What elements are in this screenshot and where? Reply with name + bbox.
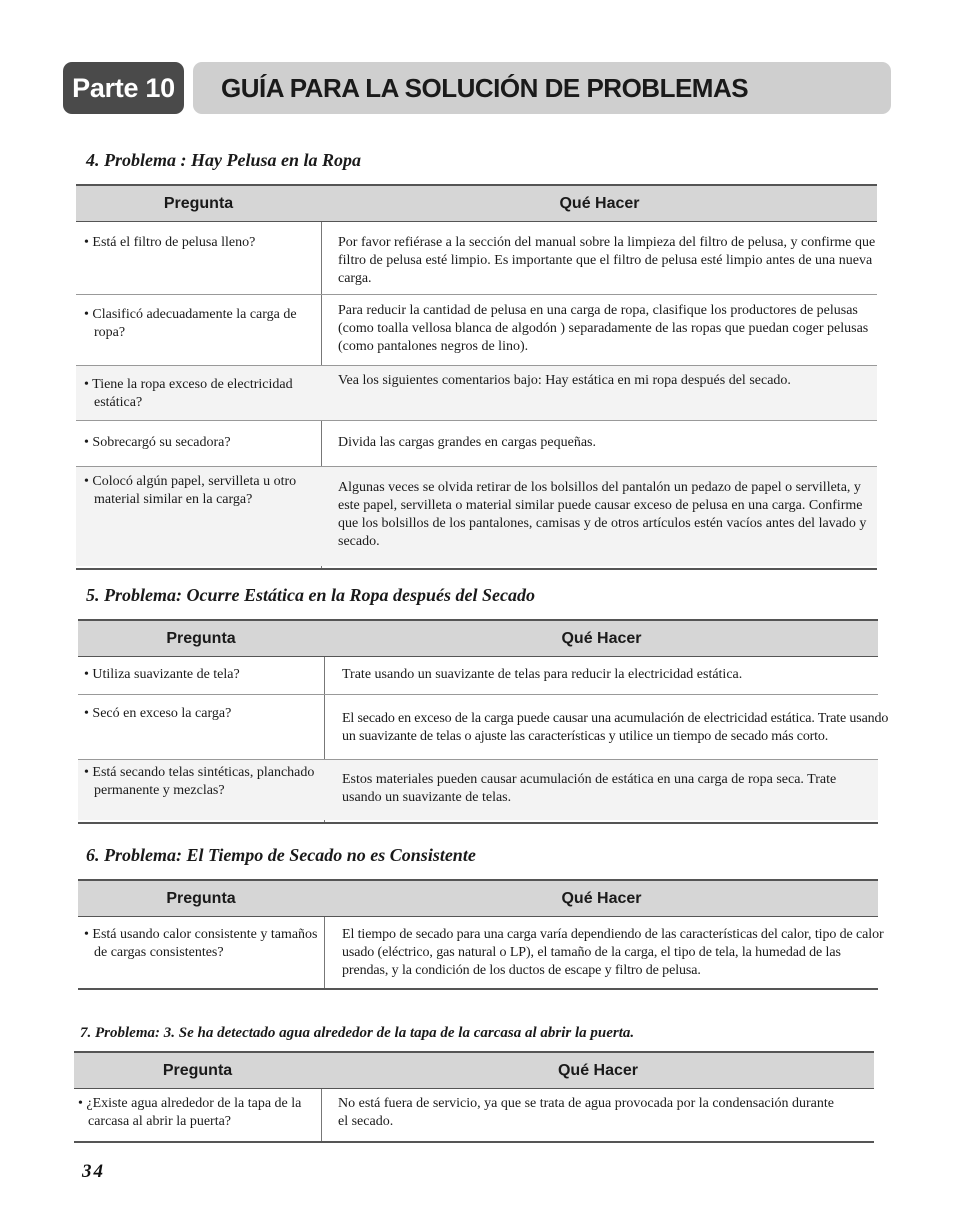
answer-cell: Trate usando un suavizante de telas para reducir la electricidad estática. [342, 667, 743, 682]
section-7-table [74, 1051, 874, 1143]
table-row [78, 695, 889, 760]
column-header-question: Pregunta [166, 889, 236, 907]
answer-cell: No está fuera de servicio, ya que se trata de agua provocada por la condensación durante el secado. [338, 1096, 835, 1129]
question-cell: • Tiene la ropa exceso de electricidad estática? [84, 377, 293, 410]
answer-cell: Vea los siguientes comentarios bajo: Hay estática en mi ropa después del secado. [338, 373, 791, 388]
section-6-heading: 6. Problema: El Tiempo de Secado no es Consistente [86, 845, 476, 865]
question-cell: • Utiliza suavizante de tela? [84, 667, 240, 682]
column-header-question: Pregunta [162, 1061, 233, 1079]
answer-cell: Por favor refiérase a la sección del manual sobre la limpieza del filtro de pelusa, y confirme que filtro de pelusa esté limpio. Es importante que el filtro de pelusa esté limpio antes de una nueva carga. [338, 235, 876, 286]
table-header-row [74, 1053, 874, 1089]
table-row [76, 467, 877, 566]
question-cell: • Secó en exceso la carga? [84, 706, 232, 721]
column-header-question: Pregunta [163, 194, 234, 212]
table-row [76, 295, 877, 366]
section-4-table [76, 184, 877, 570]
answer-cell: Divida las cargas grandes en cargas pequeñas. [338, 435, 596, 450]
answer-cell: Estos materiales pueden causar acumulación de estática en una carga de ropa seca. Trate usando un suavizante de telas. [342, 772, 837, 805]
question-cell: • Está secando telas sintéticas, planchado permanente y mezclas? [84, 765, 315, 798]
table-row [76, 366, 877, 421]
column-header-action: Qué Hacer [557, 1061, 639, 1079]
column-header-action: Qué Hacer [559, 194, 640, 212]
answer-cell: El secado en exceso de la carga puede causar una acumulación de electricidad estática. Trate usando un suavizante de telas o ajuste las características y utilice un tiempo de secado más corto. [342, 711, 889, 744]
table-row [78, 917, 884, 987]
answer-cell: El tiempo de secado para una carga varía dependiendo de las características del calor, tipo de calor usado (eléctrico, gas natural o LP), el tamaño de la carga, el tipo de tela, la humedad de las prendas, y la condición de los ductos de escape y filtro de pelusa. [342, 927, 884, 978]
table-row [78, 657, 878, 695]
table-row [76, 421, 877, 467]
question-cell: • Clasificó adecuadamente la carga de ropa? [84, 307, 297, 340]
question-cell: • Está usando calor consistente y tamaños de cargas consistentes? [84, 927, 318, 960]
page-number: 34 [82, 1161, 105, 1182]
question-cell: • ¿Existe agua alrededor de la tapa de la carcasa al abrir la puerta? [78, 1096, 302, 1129]
question-cell: • Sobrecargó su secadora? [84, 435, 231, 450]
answer-cell: Algunas veces se olvida retirar de los bolsillos del pantalón un pedazo de papel o servilleta, y este papel, servilleta o material similar puede causar exceso de pelusa en una carga. Confirme que los bolsillos de los pantalones, camisas y de otros artículos estén vacíos antes del lavado y secado. [338, 480, 867, 549]
table-header-row [78, 881, 878, 917]
section-5-heading: 5. Problema: Ocurre Estática en la Ropa después del Secado [86, 585, 535, 605]
section-4-heading: 4. Problema : Hay Pelusa en la Ropa [86, 150, 361, 170]
part-badge: Parte 10 [63, 62, 184, 114]
question-cell: • Colocó algún papel, servilleta u otro material similar en la carga? [84, 474, 297, 507]
table-header-row [76, 186, 877, 222]
header-title-box [193, 62, 891, 114]
question-cell: • Está el filtro de pelusa lleno? [84, 235, 256, 250]
table-row [78, 760, 878, 820]
column-header-question: Pregunta [166, 629, 236, 647]
table-header-row [78, 621, 878, 657]
table-row [76, 222, 877, 295]
section-7-heading: 7. Problema: 3. Se ha detectado agua alrededor de la tapa de la carcasa al abrir la puerta. [80, 1025, 635, 1041]
column-header-action: Qué Hacer [561, 889, 642, 907]
section-6-table [78, 879, 884, 990]
answer-cell: Para reducir la cantidad de pelusa en una carga de ropa, clasifique los productores de pelusas (como toalla vellosa blanca de algodón ) separadamente de las ropas que puedan coger pelusas (como pantalones negros de lino). [338, 303, 869, 354]
section-5-table [78, 619, 889, 824]
page-title: GUÍA PARA LA SOLUCIÓN DE PROBLEMAS [221, 73, 749, 103]
column-header-action: Qué Hacer [561, 629, 642, 647]
table-row [74, 1089, 874, 1140]
